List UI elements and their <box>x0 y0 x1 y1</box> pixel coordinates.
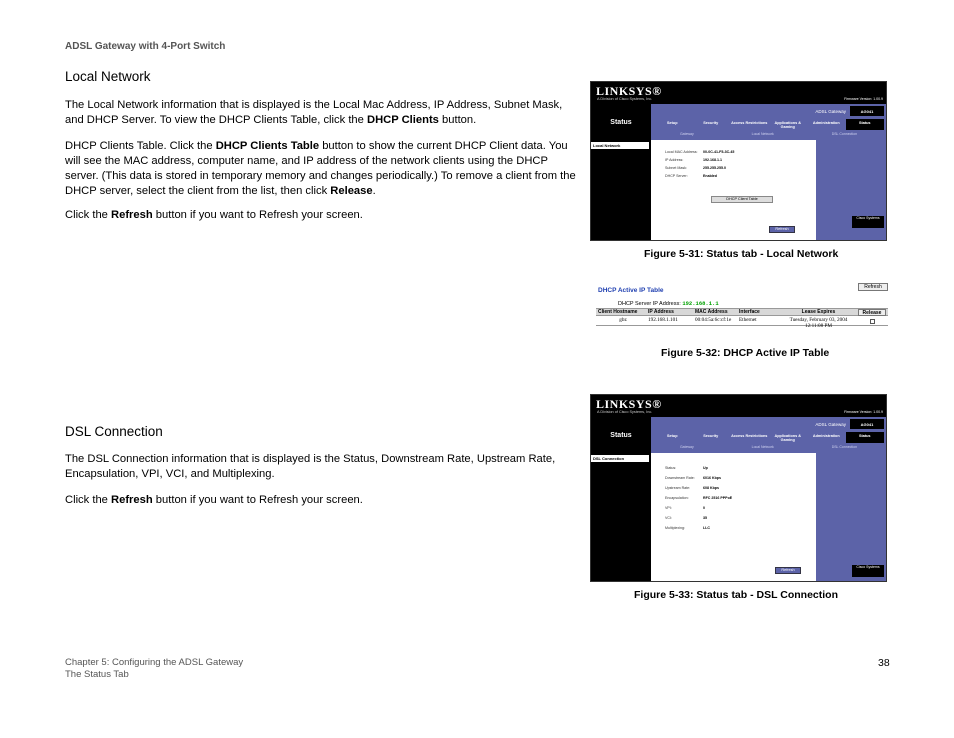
dsl-connection-paragraph-1: The DSL Connection information that is displayed is the Status, Downstream Rate, Upstream Rate, Encapsulation, VPI, VCI, and Multiplexing. <box>65 453 556 480</box>
dhcp-table-header: Client Hostname IP Address MAC Address Interface Lease Expires Release <box>596 308 888 316</box>
tab-applications-gaming[interactable]: Applications & Gaming <box>774 121 802 129</box>
tab-applications-gaming[interactable]: Applications & Gaming <box>774 434 802 442</box>
tab-access-restrictions[interactable]: Access Restrictions <box>731 121 768 125</box>
page-number: 38 <box>878 657 890 669</box>
refresh-button[interactable]: Refresh <box>769 226 795 233</box>
local-network-paragraph-1: The Local Network information that is displayed is the Local Mac Address, IP Address, Subnet Mask, and DHCP Server. To view the DHCP Clients Table, click the DHCP Clients button. <box>65 99 563 126</box>
local-network-heading: Local Network <box>65 69 151 84</box>
info-row: Downstream Rate: 6016 Kbps <box>665 476 721 480</box>
release-button[interactable]: Release <box>858 309 886 316</box>
product-name: ADSL Gateway <box>815 422 846 427</box>
tab-status[interactable]: Status <box>846 432 885 443</box>
dhcp-server-ip: DHCP Server IP Address: 192.168.1.1 <box>618 300 719 307</box>
tab-security[interactable]: Security <box>703 121 719 125</box>
figure-5-33-caption: Figure 5-33: Status tab - DSL Connection <box>634 589 838 601</box>
subtab-gateway[interactable]: Gateway <box>679 445 694 449</box>
info-row: Upstream Rate: 608 Kbps <box>665 486 719 490</box>
cisco-systems-logo: Cisco Systems <box>852 216 884 228</box>
info-row: Status: Up <box>665 466 708 470</box>
model-badge: AG041 <box>850 106 884 116</box>
model-badge: AG041 <box>850 419 884 429</box>
info-row: DHCP Server: Enabled <box>665 174 717 178</box>
status-label: Status <box>610 118 632 126</box>
figure-dsl-connection-screenshot <box>590 394 887 582</box>
tab-security[interactable]: Security <box>703 434 719 438</box>
tab-access-restrictions[interactable]: Access Restrictions <box>731 434 768 438</box>
tab-administration[interactable]: Administration <box>812 434 840 438</box>
tab-setup[interactable]: Setup <box>666 121 678 125</box>
info-row: Local MAC Address: 00-0C-41-F5-3C-45 <box>665 150 735 154</box>
firmware-version: Firmware Version: 1.00.9 <box>844 97 883 101</box>
info-row: IP Address: 192.168.1.1 <box>665 158 722 162</box>
dhcp-refresh-button[interactable]: Refresh <box>858 283 888 291</box>
logo-subtitle: A Division of Cisco Systems, Inc. <box>597 410 653 414</box>
figure-5-32-caption: Figure 5-32: DHCP Active IP Table <box>661 347 830 359</box>
subtab-local-network[interactable]: Local Network <box>751 445 774 449</box>
subtab-local-network[interactable]: Local Network <box>751 132 774 136</box>
subtab-dsl-connection[interactable]: DSL Connection <box>831 445 858 449</box>
dhcp-table-title: DHCP Active IP Table <box>598 287 664 294</box>
footer-chapter: Chapter 5: Configuring the ADSL Gateway <box>65 657 244 668</box>
info-row: Multiplexing: LLC <box>665 526 710 530</box>
tab-status[interactable]: Status <box>846 119 885 130</box>
info-row: Subnet Mask: 255.255.255.0 <box>665 166 726 170</box>
footer-chapter-info <box>65 657 243 681</box>
section-label-dsl-connection: DSL Connection <box>591 455 649 462</box>
tab-administration[interactable]: Administration <box>812 121 840 125</box>
figure-5-31-caption: Figure 5-31: Status tab - Local Network <box>644 248 839 260</box>
status-label: Status <box>610 431 632 439</box>
info-row: Encapsulation: RFC 2516 PPPoE <box>665 496 733 500</box>
dhcp-active-ip-table <box>596 283 888 329</box>
subtab-gateway[interactable]: Gateway <box>679 132 694 136</box>
subtab-dsl-connection[interactable]: DSL Connection <box>831 132 858 136</box>
figure-local-network-screenshot <box>590 81 887 241</box>
tab-setup[interactable]: Setup <box>666 434 678 438</box>
firmware-version: Firmware Version: 1.00.9 <box>844 410 883 414</box>
product-name: ADSL Gateway <box>815 109 846 114</box>
refresh-button[interactable]: Refresh <box>775 567 801 574</box>
logo-subtitle: A Division of Cisco Systems, Inc. <box>597 97 653 101</box>
dsl-connection-heading: DSL Connection <box>65 424 163 439</box>
info-row: VCI: 35 <box>665 516 707 520</box>
local-network-paragraph-3: Click the Refresh button if you want to Refresh your screen. <box>65 209 363 221</box>
release-checkbox[interactable] <box>870 319 875 324</box>
linksys-logo: LINKSYS® <box>596 84 662 98</box>
page-header: ADSL Gateway with 4-Port Switch <box>65 41 226 52</box>
footer-section: The Status Tab <box>65 669 129 680</box>
info-row: VPI: 0 <box>665 506 705 510</box>
section-label-local-network: Local Network <box>591 142 649 149</box>
local-network-paragraph-2: DHCP Clients Table. Click the DHCP Clients Table button to show the current DHCP Client data. You will see the MAC address, computer name, and IP address of the network clients using the DHCP server. (This data is stored in temporary memory and changes periodically.) To remove a client from the DHCP server, select the client from the list, then click Release. <box>65 140 576 197</box>
linksys-logo: LINKSYS® <box>596 397 662 411</box>
cisco-systems-logo: Cisco Systems <box>852 565 884 577</box>
dhcp-client-table-button[interactable]: DHCP Client Table <box>711 196 773 203</box>
table-row: gbz 192.168.1.101 00:04:5a:6c:cf:1e Ethernet Tuesday, February 03, 2004 12:11:08 PM <box>596 317 888 326</box>
dsl-connection-paragraph-2: Click the Refresh button if you want to Refresh your screen. <box>65 494 363 506</box>
